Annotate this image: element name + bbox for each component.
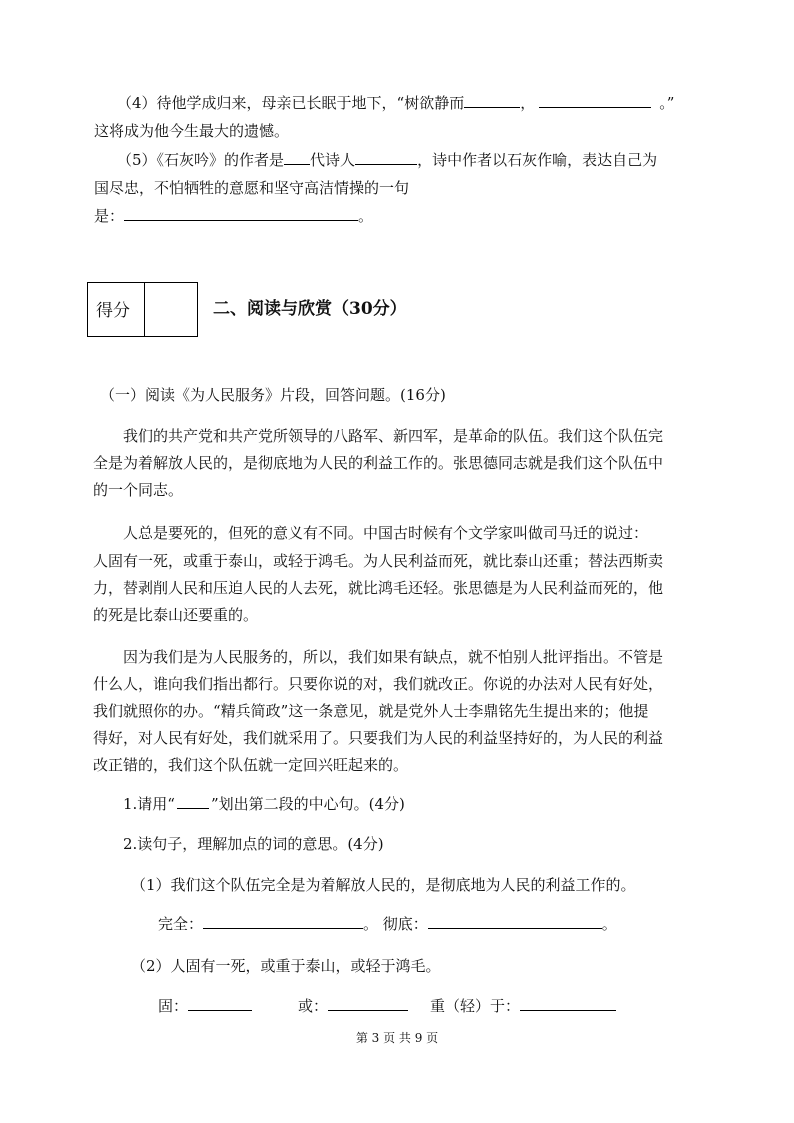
section-title: 二、阅读与欣赏（30分） — [213, 299, 407, 319]
score-box — [87, 282, 198, 337]
q5-text-d: 是： — [94, 207, 125, 225]
passage-p1-line2: 全是为着解放人民的，是彻底地为人民的利益工作的。张思德同志就是我们这个队伍中 — [93, 454, 664, 472]
passage-p1-line1: 我们的共产党和共产党所领导的八路军、新四军，是革命的队伍。我们这个队伍完 — [123, 427, 664, 445]
q5-text-e: 。 — [358, 207, 374, 225]
q1-underline-sample — [177, 794, 209, 809]
q4-text-a: （4）待他学成归来，母亲已长眠于地下，“树欲静而 — [117, 94, 465, 112]
passage-p2-line3: 力，替剥削人民和压迫人民的人去死，就比鸿毛还轻。张思德是为人民利益而死的，他 — [93, 579, 664, 597]
q4-line2: 这将成为他今生最大的遗憾。 — [94, 122, 290, 140]
passage-p3-line3: 我们就照你的办。“精兵简政”这一条意见，就是党外人士李鼎铭先生提出来的；他提 — [93, 702, 649, 720]
q4-text-c: 。” — [659, 94, 675, 112]
passage-p2-line2: 人固有一死，或重于泰山，或轻于鸿毛。为人民利益而死，就比泰山还重；替法西斯卖 — [93, 552, 664, 570]
score-label: 得分 — [96, 301, 130, 321]
q1-text-b: ”划出第二段的中心句。(4分) — [210, 795, 405, 813]
q5-text-c: ，诗中作者以石灰作喻，表达自己为 — [417, 151, 658, 169]
question-2-1: （1）我们这个队伍完全是为着解放人民的，是彻底地为人民的利益工作的。 — [131, 876, 636, 894]
q4-blank-1[interactable] — [464, 93, 520, 108]
passage-p2-line4: 的死是比泰山还要重的。 — [93, 606, 259, 624]
reading-intro: （一）阅读《为人民服务》片段，回答问题。(16分) — [100, 386, 446, 404]
question-2-1-answers — [158, 913, 617, 934]
answer-blank-gu[interactable] — [188, 996, 252, 1011]
q5-line3 — [94, 205, 373, 226]
q4-line1 — [117, 92, 674, 113]
passage-p1-line3: 的一个同志。 — [93, 481, 184, 499]
q5-line2: 国尽忠，不怕牺牲的意愿和坚守高洁情操的一句 — [94, 179, 410, 197]
q5-blank-dynasty[interactable] — [284, 150, 310, 165]
answer-blank-wanquan[interactable] — [203, 914, 363, 929]
question-2: 2.读句子，理解加点的词的意思。(4分) — [123, 835, 384, 853]
answer-end-period: 。 — [601, 915, 617, 933]
word-label-huo: 或： — [298, 997, 329, 1015]
question-2-2: （2）人固有一死，或重于泰山，或轻于鸿毛。 — [131, 957, 441, 975]
answer-blank-chedi[interactable] — [428, 914, 602, 929]
q1-text-a: 1.请用“ — [123, 795, 175, 813]
word-label-gu: 固： — [158, 997, 189, 1015]
answer-blank-zhong-qing-yu[interactable] — [520, 996, 616, 1011]
page-number: 第 3 页 共 9 页 — [355, 1031, 439, 1045]
question-2-2-answers — [158, 995, 616, 1016]
question-1 — [123, 793, 405, 814]
passage-p3-line4: 得好，对人民有好处，我们就采用了。只要我们为人民的利益坚持好的，为人民的利益 — [93, 729, 664, 747]
q5-text-b: 代诗人 — [310, 151, 356, 169]
q5-text-a: （5）《石灰吟》的作者是 — [117, 151, 285, 169]
word-label-wanquan: 完全： — [158, 915, 204, 933]
passage-p3-line1: 因为我们是为人民服务的，所以，我们如果有缺点，就不怕别人批评指出。不管是 — [123, 648, 664, 666]
q5-blank-verse[interactable] — [124, 206, 358, 221]
score-entry-cell[interactable] — [145, 283, 198, 336]
q4-blank-2[interactable] — [539, 93, 651, 108]
passage-p3-line5: 改正错的，我们这个队伍就一定回兴旺起来的。 — [93, 756, 409, 774]
q5-line1 — [117, 149, 657, 170]
q5-blank-poet[interactable] — [355, 150, 417, 165]
answer-blank-huo[interactable] — [328, 996, 408, 1011]
passage-p2-line1: 人总是要死的，但死的意义有不同。中国古时候有个文学家叫做司马迁的说过： — [123, 524, 649, 542]
q4-text-b: ， — [520, 94, 536, 112]
word-label-chedi: 。 彻底： — [363, 915, 428, 933]
word-label-zhong-qing-yu: 重（轻）于： — [430, 997, 521, 1015]
passage-p3-line2: 什么人，谁向我们指出都行。只要你说的对，我们就改正。你说的办法对人民有好处， — [93, 675, 664, 693]
